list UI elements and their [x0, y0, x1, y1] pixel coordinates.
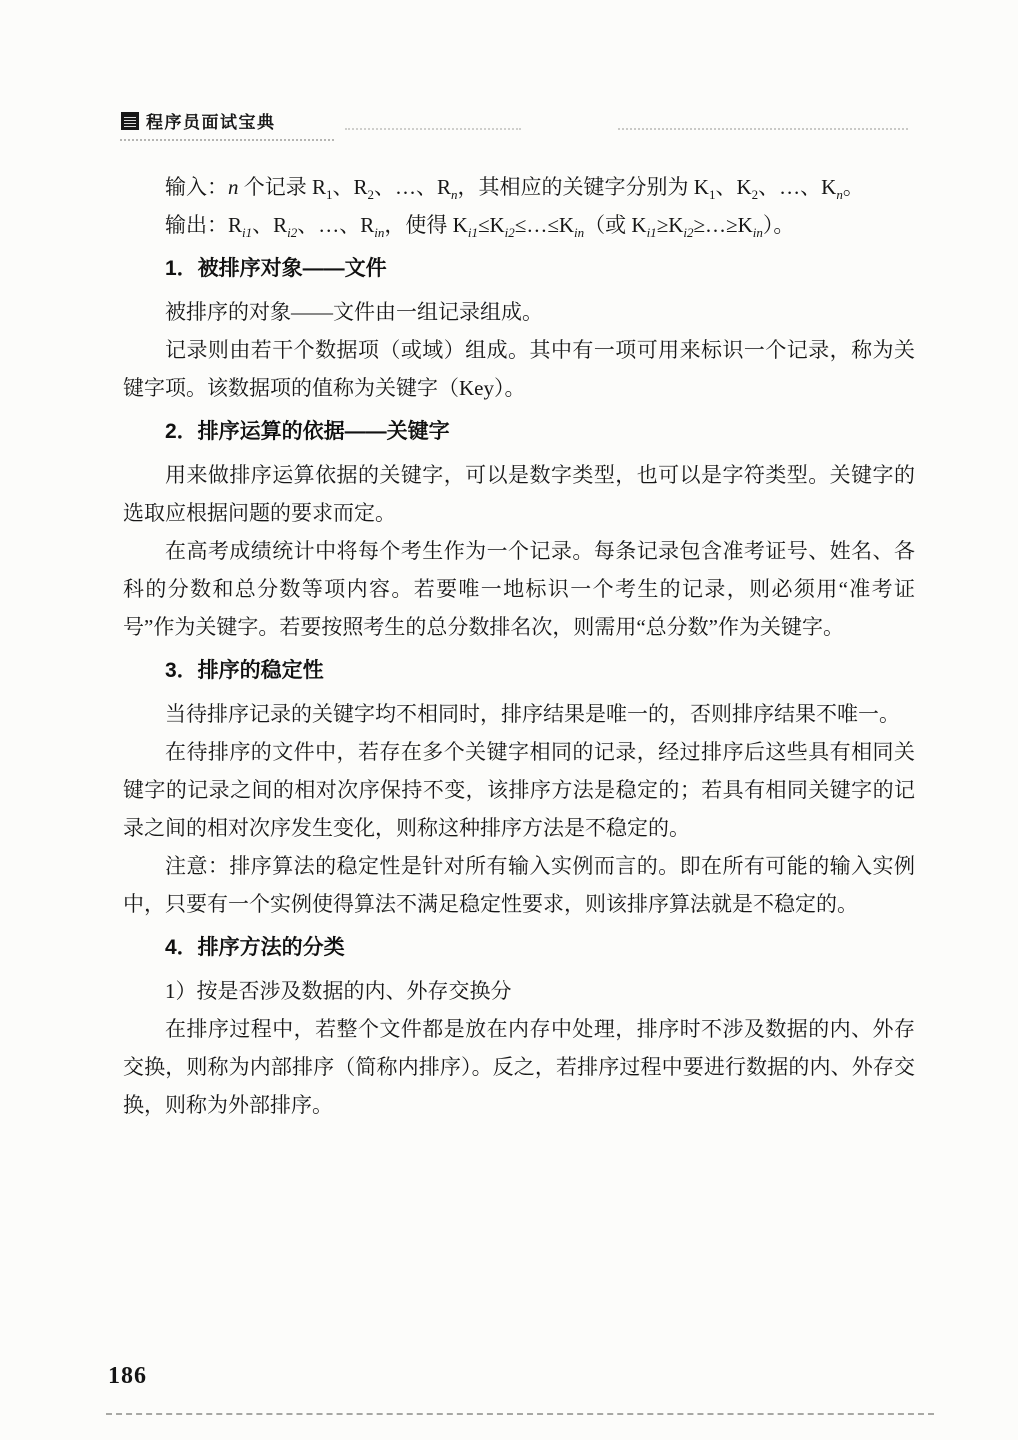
text-segment: 、R — [252, 213, 288, 237]
paragraph — [123, 293, 915, 331]
text-segment: ≥…≥K — [693, 213, 753, 237]
text-segment: 4．排序方法的分类 — [165, 936, 345, 959]
text-segment: 当待排序记录的关键字均不相同时，排序结果是唯一的，否则排序结果不唯一。 — [165, 702, 900, 726]
subscript: in — [374, 225, 385, 240]
subscript: 1 — [326, 187, 333, 202]
text-segment: 、…、R — [374, 175, 452, 199]
text-segment: 记录则由若干个数据项（或域）组成。其中有一项可用来标识一个记录，称为关键字项。该数据项的值称为关键字（Key）。 — [123, 338, 915, 400]
subscript: in — [574, 225, 585, 240]
subscript: i1 — [646, 225, 657, 240]
subscript: 1 — [708, 187, 716, 202]
section-heading — [123, 250, 915, 288]
text-segment: 、…、K — [758, 175, 837, 199]
subscript: i2 — [504, 225, 515, 240]
paragraph — [123, 331, 915, 407]
text-segment: 在高考成绩统计中将每个考生作为一个记录。每条记录包含准考证号、姓名、各科的分数和总分数等项内容。若要唯一地标识一个考生的记录，则必须用“准考证号”作为关键字。若要按照考生的总分数排名次，则需用“总分数”作为关键字。 — [123, 539, 915, 639]
footer-dashed-rule — [106, 1413, 934, 1415]
paragraph — [123, 206, 915, 244]
section-heading — [123, 652, 915, 690]
text-segment: ≤K — [477, 213, 505, 237]
paragraph — [123, 847, 915, 923]
page-content — [123, 168, 915, 1124]
text-segment: 、R — [332, 175, 368, 199]
text-segment: 注意：排序算法的稳定性是针对所有输入实例而言的。即在所有可能的输入实例中，只要有一个实例使得算法不满足稳定性要求，则该排序算法就是不稳定的。 — [123, 854, 915, 916]
text-segment: 个记录 R — [238, 175, 327, 199]
subscript: in — [752, 225, 763, 240]
section-heading — [123, 413, 915, 451]
text-segment: 2．排序运算的依据——关键字 — [165, 420, 450, 443]
text-segment: 在待排序的文件中，若存在多个关键字相同的记录，经过排序后这些具有相同关键字的记录之间的相对次序保持不变，该排序方法是稳定的；若具有相同关键字的记录之间的相对次序发生变化，则称这种排序方法是不稳定的。 — [123, 740, 915, 840]
subscript: i1 — [242, 225, 253, 240]
paragraph — [123, 733, 915, 847]
header-dotted-rule-middle — [345, 128, 521, 130]
text-segment: n — [228, 175, 239, 199]
subscript: i2 — [287, 225, 298, 240]
subscript: 2 — [751, 187, 759, 202]
text-segment: 用来做排序运算依据的关键字，可以是数字类型，也可以是字符类型。关键字的选取应根据问题的要求而定。 — [123, 463, 915, 525]
page-footer — [108, 1363, 147, 1390]
publisher-logo-icon — [121, 112, 139, 130]
subscript: i2 — [683, 225, 694, 240]
text-segment: 在排序过程中，若整个文件都是放在内存中处理，排序时不涉及数据的内、外存交换，则称为内部排序（简称内排序）。反之，若排序过程中要进行数据的内、外存交换，则称为外部排序。 — [123, 1017, 915, 1117]
text-segment: 、K — [715, 175, 752, 199]
subscript: 2 — [367, 187, 375, 202]
text-segment: ，使得 K — [384, 213, 468, 237]
page-header — [121, 108, 276, 133]
header-dotted-rule-right — [618, 128, 908, 130]
paragraph — [123, 1010, 915, 1124]
text-segment: 。 — [842, 175, 864, 199]
text-segment: 3．排序的稳定性 — [165, 659, 324, 682]
paragraph — [123, 168, 915, 206]
paragraph — [123, 695, 915, 733]
text-segment: 1）按是否涉及数据的内、外存交换分 — [165, 979, 512, 1003]
subscript: i1 — [467, 225, 478, 240]
text-segment: ≤…≤K — [514, 213, 575, 237]
page-number: 186 — [108, 1363, 147, 1389]
subscript: n — [451, 187, 458, 202]
text-segment: 、…、R — [297, 213, 375, 237]
paragraph — [123, 972, 915, 1010]
book-title: 程序员面试宝典 — [146, 113, 276, 132]
text-segment: ≥K — [656, 213, 684, 237]
text-segment: 输入： — [165, 175, 228, 199]
subscript: n — [836, 187, 843, 202]
text-segment: 被排序的对象——文件由一组记录组成。 — [165, 300, 543, 324]
text-segment: （或 K — [584, 213, 647, 237]
paragraph — [123, 456, 915, 532]
paragraph — [123, 532, 915, 646]
text-segment: 输出：R — [165, 213, 243, 237]
header-title-dotted-rule — [120, 139, 334, 141]
text-segment: ）。 — [762, 213, 795, 237]
text-segment: ，其相应的关键字分别为 K — [457, 175, 709, 199]
section-heading — [123, 929, 915, 967]
text-segment: 1．被排序对象——文件 — [165, 257, 387, 280]
